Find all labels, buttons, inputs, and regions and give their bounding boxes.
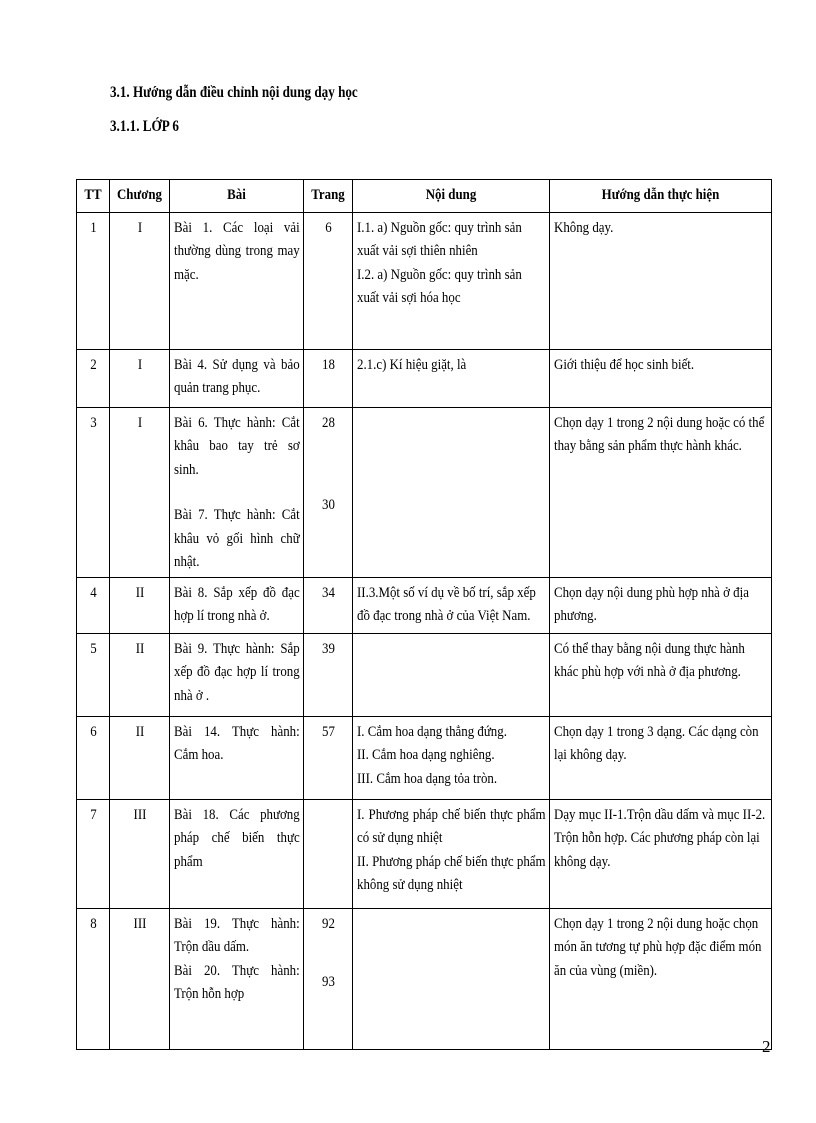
cell-trang: 34	[304, 577, 353, 633]
cell-tt: 6	[77, 716, 110, 799]
table-row	[77, 349, 772, 407]
cell-bai: Bài 14. Thực hành: Cắm hoa.	[170, 716, 304, 799]
cell-tt: 2	[77, 349, 110, 407]
table-row	[77, 212, 772, 349]
cell-tt: 4	[77, 577, 110, 633]
cell-trang: 6	[304, 212, 353, 349]
cell-tt: 8	[77, 908, 110, 1049]
cell-chuong: I	[110, 407, 170, 577]
cell-trang: 57	[304, 716, 353, 799]
table-row	[77, 633, 772, 716]
page-number: 2	[762, 1037, 771, 1056]
cell-bai: Bài 1. Các loại vải thường dùng trong may mặc.	[170, 212, 304, 349]
cell-bai: Bài 6. Thực hành: Cắt khâu bao tay trẻ sơ sinh. Bài 7. Thực hành: Cắt khâu vỏ gối hình chữ nhật.	[170, 407, 304, 577]
cell-bai: Bài 8. Sắp xếp đồ đạc hợp lí trong nhà ở.	[170, 577, 304, 633]
cell-huong-dan: Có thể thay bằng nội dung thực hành khác phù hợp với nhà ở địa phương.	[550, 633, 772, 716]
cell-noi-dung: I.1. a) Nguồn gốc: quy trình sản xuất vải sợi thiên nhiên I.2. a) Nguồn gốc: quy trình sản xuất vải sợi hóa học	[353, 212, 550, 349]
cell-noi-dung	[353, 908, 550, 1049]
cell-huong-dan: Chọn dạy 1 trong 3 dạng. Các dạng còn lại không dạy.	[550, 716, 772, 799]
cell-huong-dan: Chọn dạy nội dung phù hợp nhà ở địa phương.	[550, 577, 772, 633]
cell-trang: 18	[304, 349, 353, 407]
section-heading: 3.1. Hướng dẫn điều chỉnh nội dung dạy học	[110, 84, 358, 101]
table-row	[77, 577, 772, 633]
cell-noi-dung: II.3.Một số ví dụ về bố trí, sắp xếp đồ đạc trong nhà ở của Việt Nam.	[353, 577, 550, 633]
cell-trang: 92 93	[304, 908, 353, 1049]
cell-noi-dung: 2.1.c) Kí hiệu giặt, là	[353, 349, 550, 407]
cell-chuong: II	[110, 577, 170, 633]
cell-bai: Bài 19. Thực hành: Trộn dầu dấm. Bài 20. Thực hành: Trộn hỗn hợp	[170, 908, 304, 1049]
header-bai: Bài	[170, 180, 304, 213]
cell-tt: 5	[77, 633, 110, 716]
table-header-row	[77, 180, 772, 213]
subsection-heading: 3.1.1. LỚP 6	[110, 118, 179, 135]
cell-chuong: III	[110, 908, 170, 1049]
cell-trang: 39	[304, 633, 353, 716]
cell-tt: 1	[77, 212, 110, 349]
cell-huong-dan: Dạy mục II-1.Trộn dầu dấm và mục II-2. Trộn hỗn hợp. Các phương pháp còn lại không dạy.	[550, 799, 772, 908]
cell-trang: 28 30	[304, 407, 353, 577]
cell-tt: 7	[77, 799, 110, 908]
cell-huong-dan: Giới thiệu để học sinh biết.	[550, 349, 772, 407]
table-row	[77, 908, 772, 1049]
cell-huong-dan: Không dạy.	[550, 212, 772, 349]
cell-tt: 3	[77, 407, 110, 577]
cell-chuong: III	[110, 799, 170, 908]
header-trang: Trang	[304, 180, 353, 213]
cell-huong-dan: Chọn dạy 1 trong 2 nội dung hoặc chọn món ăn tương tự phù hợp đặc điểm món ăn của vùng (miền).	[550, 908, 772, 1049]
table-row	[77, 716, 772, 799]
cell-trang	[304, 799, 353, 908]
table-row	[77, 407, 772, 577]
cell-noi-dung	[353, 407, 550, 577]
cell-noi-dung	[353, 633, 550, 716]
table-row	[77, 799, 772, 908]
header-noi-dung: Nội dung	[353, 180, 550, 213]
cell-bai: Bài 4. Sử dụng và bảo quản trang phục.	[170, 349, 304, 407]
cell-chuong: II	[110, 633, 170, 716]
cell-chuong: I	[110, 212, 170, 349]
cell-chuong: I	[110, 349, 170, 407]
adjustment-table	[76, 179, 772, 1050]
cell-chuong: II	[110, 716, 170, 799]
cell-noi-dung: I. Phương pháp chế biến thực phẩm có sử dụng nhiệt II. Phương pháp chế biến thực phẩm không sử dụng nhiệt	[353, 799, 550, 908]
header-chuong: Chương	[110, 180, 170, 213]
cell-huong-dan: Chọn dạy 1 trong 2 nội dung hoặc có thể thay bằng sản phẩm thực hành khác.	[550, 407, 772, 577]
header-tt: TT	[77, 180, 110, 213]
cell-noi-dung: I. Cắm hoa dạng thẳng đứng. II. Cắm hoa dạng nghiêng. III. Cắm hoa dạng tỏa tròn.	[353, 716, 550, 799]
cell-bai: Bài 9. Thực hành: Sắp xếp đồ đạc hợp lí trong nhà ở .	[170, 633, 304, 716]
header-huong-dan: Hướng dẫn thực hiện	[550, 180, 772, 213]
cell-bai: Bài 18. Các phương pháp chế biến thực phẩm	[170, 799, 304, 908]
